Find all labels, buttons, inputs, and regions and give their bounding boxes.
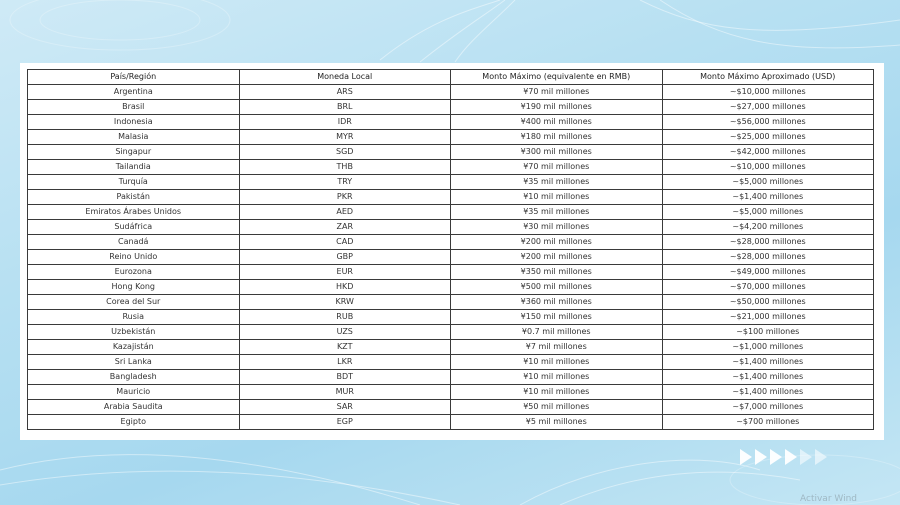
cell-currency: LKR — [239, 355, 451, 370]
cell-usd: ~$10,000 millones — [662, 85, 874, 100]
table-row — [28, 415, 874, 430]
header-max-rmb: Monto Máximo (equivalente en RMB) — [451, 70, 663, 85]
cell-usd: ~$1,400 millones — [662, 190, 874, 205]
cell-rmb: ¥200 mil millones — [451, 250, 663, 265]
cell-currency: IDR — [239, 115, 451, 130]
table-row — [28, 175, 874, 190]
table-row — [28, 370, 874, 385]
cell-currency: EGP — [239, 415, 451, 430]
cell-usd: ~$1,400 millones — [662, 355, 874, 370]
cell-usd: ~$700 millones — [662, 415, 874, 430]
cell-country: Emiratos Árabes Unidos — [28, 205, 240, 220]
cell-rmb: ¥350 mil millones — [451, 265, 663, 280]
cell-usd: ~$56,000 millones — [662, 115, 874, 130]
table-row — [28, 220, 874, 235]
cell-rmb: ¥200 mil millones — [451, 235, 663, 250]
cell-rmb: ¥10 mil millones — [451, 190, 663, 205]
cell-currency: TRY — [239, 175, 451, 190]
cell-country: Indonesia — [28, 115, 240, 130]
cell-usd: ~$1,400 millones — [662, 370, 874, 385]
chevron-arrow-right-icon — [740, 449, 752, 465]
cell-currency: SAR — [239, 400, 451, 415]
cell-country: Corea del Sur — [28, 295, 240, 310]
cell-usd: ~$1,400 millones — [662, 385, 874, 400]
table-row — [28, 160, 874, 175]
cell-country: Arabia Saudita — [28, 400, 240, 415]
table-row — [28, 145, 874, 160]
cell-usd: ~$21,000 millones — [662, 310, 874, 325]
table-row — [28, 190, 874, 205]
table-row — [28, 265, 874, 280]
cell-rmb: ¥190 mil millones — [451, 100, 663, 115]
cell-currency: THB — [239, 160, 451, 175]
cell-usd: ~$5,000 millones — [662, 175, 874, 190]
table-row — [28, 355, 874, 370]
chevron-arrow-right-icon — [800, 449, 812, 465]
cell-country: Reino Unido — [28, 250, 240, 265]
table-row — [28, 235, 874, 250]
cell-currency: ZAR — [239, 220, 451, 235]
cell-rmb: ¥50 mil millones — [451, 400, 663, 415]
cell-country: Sudáfrica — [28, 220, 240, 235]
table-row — [28, 310, 874, 325]
cell-country: Tailandia — [28, 160, 240, 175]
cell-country: Uzbekistán — [28, 325, 240, 340]
table-row — [28, 340, 874, 355]
cell-currency: AED — [239, 205, 451, 220]
cell-currency: UZS — [239, 325, 451, 340]
cell-country: Hong Kong — [28, 280, 240, 295]
cell-currency: BRL — [239, 100, 451, 115]
cell-country: Bangladesh — [28, 370, 240, 385]
cell-rmb: ¥10 mil millones — [451, 385, 663, 400]
cell-usd: ~$5,000 millones — [662, 205, 874, 220]
cell-currency: BDT — [239, 370, 451, 385]
cell-currency: KZT — [239, 340, 451, 355]
table-header-row — [28, 70, 874, 85]
cell-rmb: ¥5 mil millones — [451, 415, 663, 430]
cell-usd: ~$50,000 millones — [662, 295, 874, 310]
chevron-arrow-right-icon — [770, 449, 782, 465]
cell-country: Turquía — [28, 175, 240, 190]
cell-rmb: ¥35 mil millones — [451, 205, 663, 220]
cell-usd: ~$10,000 millones — [662, 160, 874, 175]
cell-currency: HKD — [239, 280, 451, 295]
table-row — [28, 280, 874, 295]
cell-usd: ~$1,000 millones — [662, 340, 874, 355]
cell-usd: ~$7,000 millones — [662, 400, 874, 415]
chevron-arrows-decoration — [740, 446, 827, 468]
table-row — [28, 205, 874, 220]
cell-rmb: ¥400 mil millones — [451, 115, 663, 130]
table-row — [28, 385, 874, 400]
chevron-arrow-right-icon — [785, 449, 797, 465]
cell-currency: SGD — [239, 145, 451, 160]
cell-country: Rusia — [28, 310, 240, 325]
table-row — [28, 250, 874, 265]
cell-country: Kazajistán — [28, 340, 240, 355]
table-row — [28, 400, 874, 415]
cell-usd: ~$4,200 millones — [662, 220, 874, 235]
cell-currency: KRW — [239, 295, 451, 310]
cell-currency: PKR — [239, 190, 451, 205]
cell-currency: CAD — [239, 235, 451, 250]
chevron-arrow-right-icon — [755, 449, 767, 465]
cell-rmb: ¥500 mil millones — [451, 280, 663, 295]
watermark-text: Activar Wind — [800, 494, 857, 504]
cell-country: Brasil — [28, 100, 240, 115]
cell-rmb: ¥10 mil millones — [451, 355, 663, 370]
cell-rmb: ¥10 mil millones — [451, 370, 663, 385]
cell-country: Singapur — [28, 145, 240, 160]
table-card — [20, 63, 884, 440]
cell-usd: ~$42,000 millones — [662, 145, 874, 160]
table-row — [28, 130, 874, 145]
table-row — [28, 295, 874, 310]
cell-country: Pakistán — [28, 190, 240, 205]
cell-usd: ~$25,000 millones — [662, 130, 874, 145]
cell-currency: ARS — [239, 85, 451, 100]
currency-swap-table — [27, 69, 874, 430]
cell-currency: MYR — [239, 130, 451, 145]
cell-currency: MUR — [239, 385, 451, 400]
cell-country: Mauricio — [28, 385, 240, 400]
cell-usd: ~$28,000 millones — [662, 250, 874, 265]
cell-rmb: ¥180 mil millones — [451, 130, 663, 145]
cell-usd: ~$28,000 millones — [662, 235, 874, 250]
cell-rmb: ¥150 mil millones — [451, 310, 663, 325]
cell-rmb: ¥0.7 mil millones — [451, 325, 663, 340]
cell-currency: RUB — [239, 310, 451, 325]
cell-currency: EUR — [239, 265, 451, 280]
cell-usd: ~$27,000 millones — [662, 100, 874, 115]
cell-country: Argentina — [28, 85, 240, 100]
cell-rmb: ¥35 mil millones — [451, 175, 663, 190]
cell-country: Sri Lanka — [28, 355, 240, 370]
table-row — [28, 325, 874, 340]
cell-usd: ~$100 millones — [662, 325, 874, 340]
cell-rmb: ¥70 mil millones — [451, 160, 663, 175]
cell-country: Eurozona — [28, 265, 240, 280]
table-row — [28, 115, 874, 130]
cell-rmb: ¥360 mil millones — [451, 295, 663, 310]
chevron-arrow-right-icon — [815, 449, 827, 465]
cell-country: Canadá — [28, 235, 240, 250]
header-currency: Moneda Local — [239, 70, 451, 85]
table-row — [28, 100, 874, 115]
cell-usd: ~$70,000 millones — [662, 280, 874, 295]
table-row — [28, 85, 874, 100]
cell-currency: GBP — [239, 250, 451, 265]
cell-rmb: ¥300 mil millones — [451, 145, 663, 160]
cell-rmb: ¥70 mil millones — [451, 85, 663, 100]
header-country: País/Región — [28, 70, 240, 85]
cell-rmb: ¥30 mil millones — [451, 220, 663, 235]
cell-rmb: ¥7 mil millones — [451, 340, 663, 355]
cell-country: Egipto — [28, 415, 240, 430]
header-max-usd: Monto Máximo Aproximado (USD) — [662, 70, 874, 85]
cell-country: Malasia — [28, 130, 240, 145]
cell-usd: ~$49,000 millones — [662, 265, 874, 280]
